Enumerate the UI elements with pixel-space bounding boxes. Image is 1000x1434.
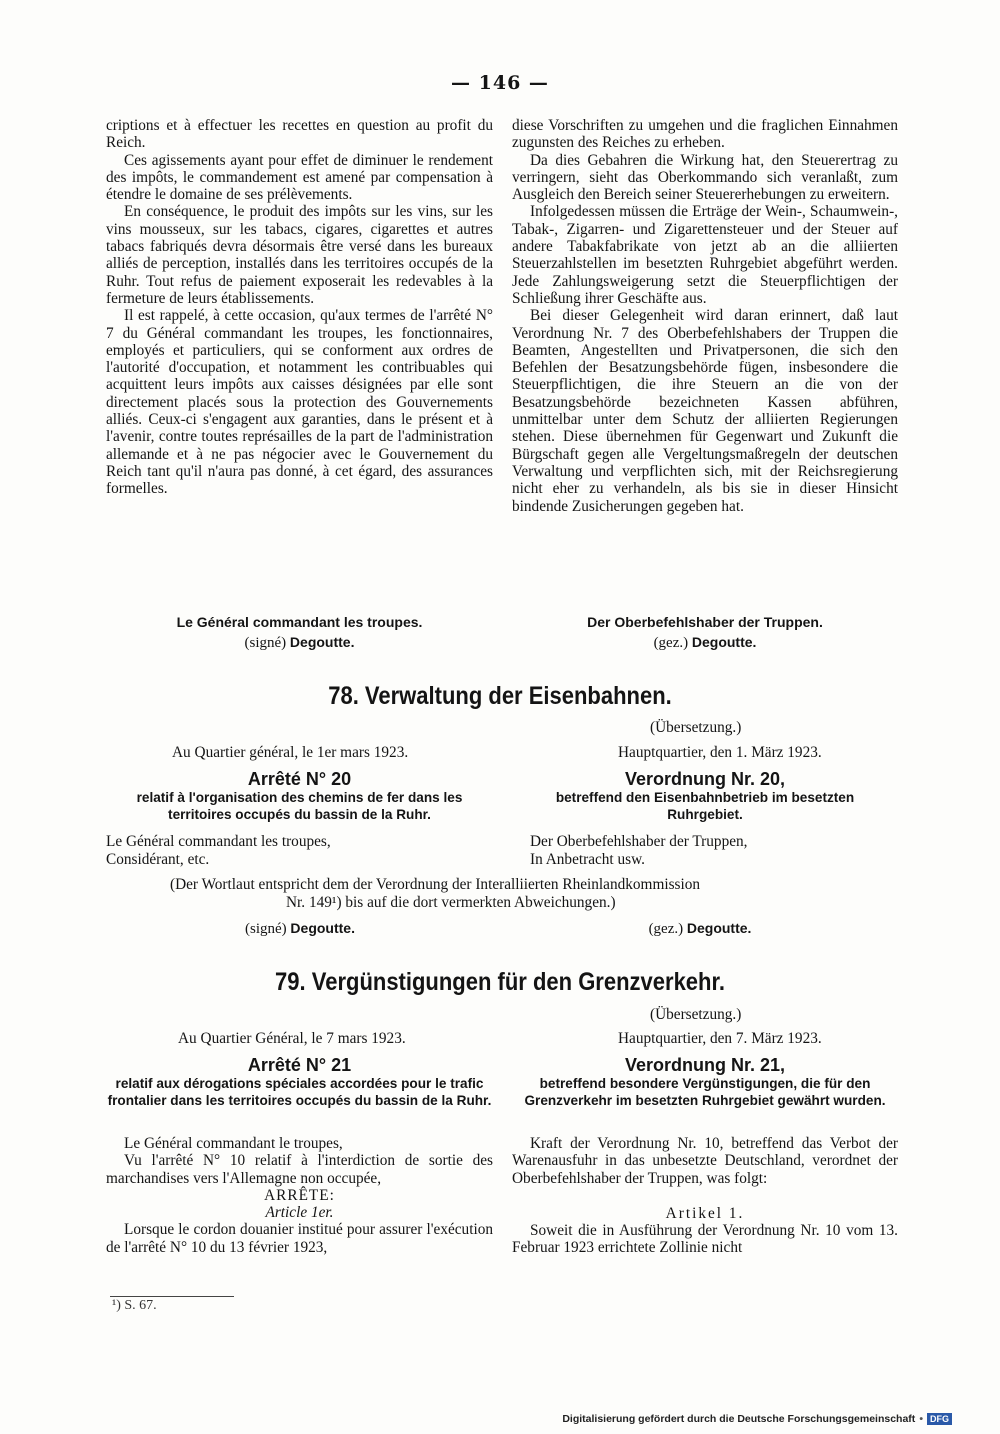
paragraph: Bei dieser Gelegenheit wird daran erinnert, daß laut Verordnung Nr. 7 des Oberbefehlshabers der Truppen die Beamten, Angestellten und Privatpersonen, die sich den Befehlen der Besatzungsbehörde fügen, insbesondere die Steuerpflichtigen, die ihre Steuern an die von der Besatzungsbehörde bezeichneten Kassen abführen, unmittelbar unter dem Schutz der alliierten Regierungen stehen. Diese übernehmen für Gegenwart und Zukunft die Bürgschaft gegen alle Vergeltungsmaßregeln der deutschen Verwaltung und verpflichten sich, mit der Reichsregierung nicht eher zu verhandeln, als bis sie in dieser Hinsicht bindende Zusicherungen gegeben hat. [512,307,898,515]
footnote-rule [110,1296,234,1297]
verordnung-subject: betreffend besondere Vergünstigungen, die für den Grenzverkehr im besetzten Ruhrgebiet gewährt wurden. [524,1076,886,1108]
wortlaut-line-2: Nr. 149¹) bis auf die dort vermerkten Abweichungen.) [286,894,616,911]
continuation-german [512,117,898,515]
german-preamble-2: In Anbetracht usw. [530,851,645,868]
paragraph: En conséquence, le produit des impôts sur les vins, sur les vins mousseux, sur les tabacs, cigares, cigarettes et autres tabacs fabriqués devra désormais être versé dans les bureaux alliés de perception, installés dans les territoires occupés de la Ruhr. Tout refus de paiement exposerait les redevables à la fermeture de leurs établissements. [106,203,493,307]
signature-french-78: (signé) Degoutte. [245,920,355,937]
paragraph: Kraft der Verordnung Nr. 10, betreffend das Verbot der Warenausfuhr in das unbesetzte Deutschland, verordnet der Oberbefehlshaber der Truppen, was folgt: [512,1135,898,1187]
paragraph: Il est rappelé, à cette occasion, qu'aux termes de l'arrêté N° 7 du Général commandant les troupes, les fonctionnaires, employés et particuliers, qui se conforment aux ordres de l'autorité d'occupation, et notamment les contribuables qui acquittent leurs impôts aux caisses désignées par elle sont directement placés sous la protection des Gouvernements alliés. Ceux-ci s'engagent aux garanties, dans le présent et à l'avenir, contre toutes représailles de la part de l'administration allemande et à ne pas négocier avec le Gouvernement du Reich tant qu'il n'aura pas donné, à cet égard, des assurances formelles. [106,307,493,498]
signature-line: (signé) Degoutte. [244,634,355,651]
paragraph: criptions et à effectuer les recettes en question au profit du Reich. [106,117,493,152]
verordnung-number: Verordnung Nr. 21, [624,1055,786,1075]
arrete-number: Arrêté N° 21 [247,1055,352,1075]
artikel-title: Artikel 1. [665,1204,745,1222]
german-preamble-1: Der Oberbefehlshaber der Truppen, [530,833,748,850]
wortlaut-line-1: (Der Wortlaut entspricht dem der Verordnung der Interalliierten Rheinlandkommission [170,876,701,893]
paragraph: Vu l'arrêté N° 10 relatif à l'interdiction de sortie des marchandises vers l'Allemagne non occupée, [106,1152,493,1187]
separator-dot: • [919,1413,923,1425]
article-title: Article 1er. [265,1204,334,1222]
signature-title: Der Oberbefehlshaber der Truppen. [587,614,823,630]
signature-line: (gez.) Degoutte. [653,634,757,651]
paragraph: Lorsque le cordon douanier institué pour assurer l'exécution de l'arrêté N° 10 du 13 février 1923, [106,1221,493,1256]
digitization-credit [562,1413,952,1425]
credit-text: Digitalisierung gefördert durch die Deutsche Forschungsgemeinschaft [562,1413,916,1425]
uebersetzung-note: (Übersetzung.) [650,719,742,736]
verordnung-21-german-body [512,1135,898,1257]
continuation-french [106,117,493,498]
arrete-number: Arrêté N° 20 [247,769,352,789]
arrete-subject: relatif aux dérogations spéciales accordées pour le trafic frontalier dans les territoires occupés du bassin de la Ruhr. [107,1076,492,1108]
french-preamble-1: Le Général commandant les troupes, [106,833,331,850]
footnote: ¹) S. 67. [112,1298,157,1313]
signature-french [106,612,493,653]
verordnung-21-heading [512,1054,898,1109]
arrete-word: ARRÊTE: [264,1186,335,1204]
paragraph: Ces agissements ayant pour effet de diminuer le rendement des impôts, le commandement est amené par compensation à étendre le domaine de ses prélèvements. [106,151,493,204]
verordnung-20-heading [512,768,898,823]
paragraph: diese Vorschriften zu umgehen und die fraglichen Einnahmen zugunsten des Reiches zu erheben. [512,117,898,152]
french-date: Au Quartier Général, le 7 mars 1923. [178,1030,406,1047]
arrete-subject: relatif à l'organisation des chemins de fer dans les territoires occupés du bassin de la Ruhr. [136,790,463,822]
dfg-logo: DFG [927,1413,952,1425]
french-preamble-2: Considérant, etc. [106,851,210,868]
wortlaut-note [170,876,840,912]
section-78-title: 78. Verwaltung der Eisenbahnen. [328,682,672,710]
signature-title: Le Général commandant les troupes. [176,614,423,630]
verordnung-number: Verordnung Nr. 20, [624,769,786,789]
arrete-21-french-body [106,1135,493,1256]
arrete-20-heading [106,768,493,823]
section-79-title: 79. Vergünstigungen für den Grenzverkehr. [275,968,725,996]
paragraph: Da dies Gebahren die Wirkung hat, den Steuerertrag zu verringern, sieht das Oberkommando sich veranlaßt, zum Ausgleich den Bereich seiner Steuererhebungen zu erweitern. [512,151,898,204]
page-number: — 146 — [451,72,549,94]
signature-german-78: (gez.) Degoutte. [648,920,752,937]
paragraph: Infolgedessen müssen die Erträge der Wein-, Schaumwein-, Tabak-, Zigarren- und Zigarettensteuer und der Steuer auf andere Tabakfabrikate von jetzt ab an die alliierten Steuerzahlstellen im besetzten Ruhrgebiet abgeführt werden. Jede Zahlungsweigerung setzt die Steuerpflichtigen der Schließung ihrer Geschäfte aus. [512,203,898,307]
arrete-21-heading [106,1054,493,1109]
german-date: Hauptquartier, den 7. März 1923. [618,1030,822,1047]
paragraph: Le Général commandant le troupes, [124,1135,343,1152]
french-date: Au Quartier général, le 1er mars 1923. [172,744,409,761]
verordnung-subject: betreffend den Eisenbahnbetrieb im besetzten Ruhrgebiet. [555,790,855,822]
paragraph: Soweit die in Ausführung der Verordnung Nr. 10 vom 13. Februar 1923 errichtete Zollinie nicht [512,1222,898,1257]
german-date: Hauptquartier, den 1. März 1923. [618,744,822,761]
signature-german [512,612,898,653]
uebersetzung-note: (Übersetzung.) [650,1006,742,1023]
